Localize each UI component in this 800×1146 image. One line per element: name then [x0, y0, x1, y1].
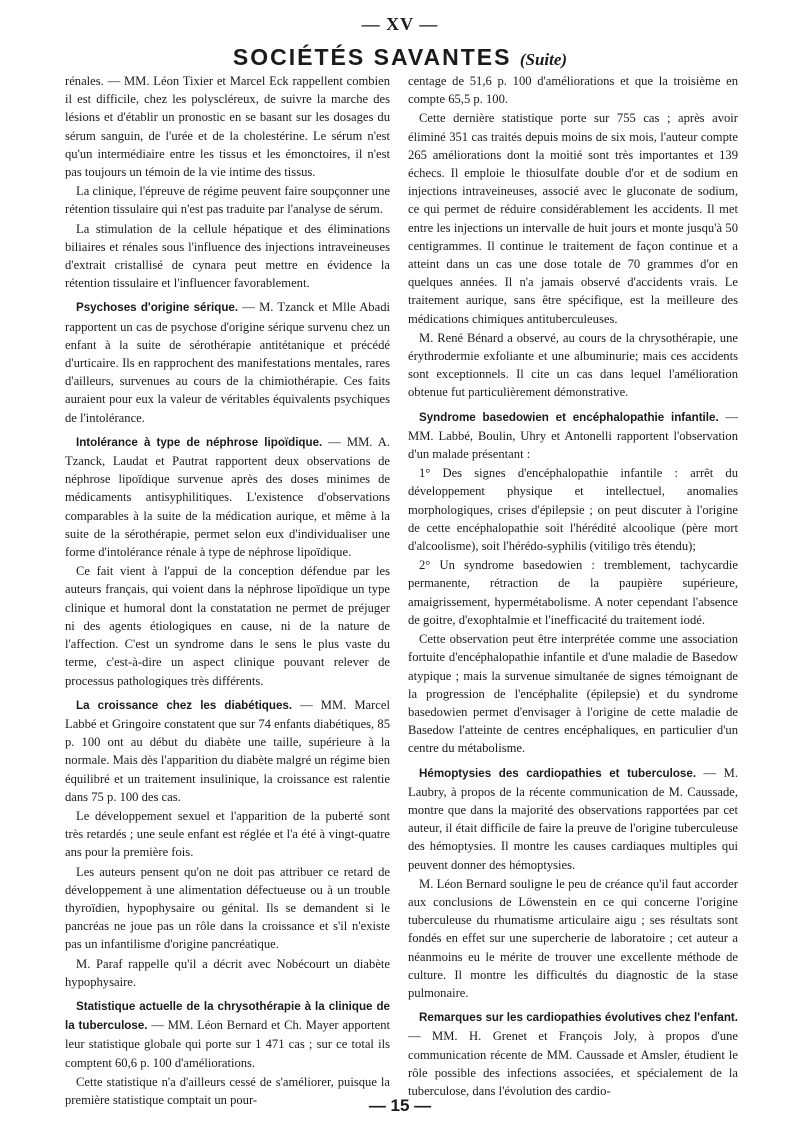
right-column [408, 72, 738, 1101]
section [65, 696, 390, 806]
section-heading: Syndrome basedowien et encéphalopathie infantile. [419, 410, 719, 424]
paragraph: La stimulation de la cellule hépatique et des éliminations biliaires et rénales sous l'influence des injections intraveineuses d'extrait cristallisé de cynara peut mettre en évidence la rétention tissulaire et l'influencer favorablement. [65, 221, 390, 291]
title-text: SOCIÉTÉS SAVANTES [232, 44, 512, 70]
paragraph: Le développement sexuel et l'apparition de la puberté sont très retardés ; une seule enfant est réglée et l'a été à vingt-quatre ans pour la première fois. [65, 808, 390, 860]
section-heading: La croissance chez les diabétiques. [76, 698, 293, 712]
roman-page-number: — XV — [361, 14, 439, 34]
page-number: — 15 — [368, 1096, 432, 1115]
paragraph: Cette statistique n'a d'ailleurs cessé de s'améliorer, puisque la première statistique comptait un pour- [65, 1074, 390, 1107]
section [65, 997, 390, 1072]
paragraph: M. Paraf rappelle qu'il a décrit avec Nobécourt un diabète hypophysaire. [65, 956, 390, 989]
paragraph: centage de 51,6 p. 100 d'améliorations et que la troisième en compte 65,5 p. 100. [408, 74, 738, 107]
section [65, 298, 390, 426]
section-heading: Statistique actuelle de la chrysothérapie à la clinique de la tuberculose. [65, 999, 390, 1033]
section-text: — MM. H. Grenet et François Joly, à propos d'une communication récente de MM. Caussade et Amsler, étudient le rôle possible des infections associées, et spécialement de la tuberculose, dans l'évolution des cardio- [408, 1029, 738, 1098]
section-text: — M. Laubry, à propos de la récente communication de M. Caussade, montre que dans la majorité des observations rapportées par cet auteur, il était difficile de faire la preuve de l'origine tuberculeuse des hémoptysies. Il montre les causes cardiaques multiples qui peuvent donner des hémoptysies. [408, 765, 738, 872]
paragraph: M. Léon Bernard souligne le peu de créance qu'il faut accorder aux conclusions de Löwenstein en ce qui concerne l'origine tuberculeuse du rhumatisme articulaire aigu ; ses résultats sont fondés en effet sur une supercherie de laboratoire ; cet auteur a néanmoins eu le mérite de trouver une excellente méthode de culture. Il montre les difficultés du diagnostic de la stase pulmonaire. [408, 876, 738, 1000]
section-text: — MM. Marcel Labbé et Gringoire constatent que sur 74 enfants diabétiques, 85 p. 100 ont au début du diabète une taille, supérieure à la normale. Mais dès l'apparition du diabète malgré un régime bien équilibré et un traitement insulinique, la croissance est ralentie dans 75 p. 100 des cas. [65, 697, 390, 804]
section-heading: Psychoses d'origine sérique. [76, 301, 239, 315]
section [65, 433, 390, 561]
paragraph: Les auteurs pensent qu'on ne doit pas attribuer ce retard de développement à une alimentation défectueuse ou à un trouble thyroïdien, hypophysaire ou génital. Ils se demandent si le pancréas ne joue pas un rôle dans la croissance et s'il n'existe pas un infantilisme d'origine pancréatique. [65, 864, 390, 952]
section [408, 1008, 738, 1100]
paragraph: rénales. — MM. Léon Tixier et Marcel Eck rappellent combien il est difficile, chez les polyscléreux, de suivre la marche des lésions et d'établir un pronostic en se basant sur les dosages du sérum sanguin, de l'urée et de la cholestérine. Le sérum n'est qu'un intermédiaire entre les tissus et les émonctoires, il n'est pas toujours un témoin de la vie intime des tissus. [65, 74, 390, 180]
page-title [0, 44, 800, 71]
paragraph: La clinique, l'épreuve de régime peuvent faire soupçonner une rétention tissulaire qui n'est pas traduite par l'analyse de sérum. [65, 184, 390, 217]
section [408, 764, 738, 874]
section-text: — M. Tzanck et Mlle Abadi rapportent un cas de psychose d'origine sérique survenu chez un enfant à la suite de sérothérapie antitétanique et précédé d'urticaire. Ils en rapprochent des manifestations mentales, rares d'ailleurs, survenues au cours de la chimiothérapie. Ces faits auraient pour eux la valeur de véritables équivalents psychiques de l'intolérance. [65, 300, 390, 425]
paragraph: M. René Bénard a observé, au cours de la chrysothérapie, une érythrodermie exfoliante et une albuminurie; mais ces accidents sont exceptionnels. Il cite un cas dans lequel l'amélioration obtenue fut particulièrement démonstrative. [408, 330, 738, 400]
paragraph: 2° Un syndrome basedowien : tremblement, tachycardie permanente, rétraction de la paupière supérieure, amaigrissement, hypermétabolisme. A noter cependant l'absence de goitre, d'exophtalmie et l'inefficacité du traitement iodé. [408, 558, 738, 627]
paragraph: Cette dernière statistique porte sur 755 cas ; après avoir éliminé 351 cas traités depuis moins de six mois, l'auteur compte 265 améliorations dont la moitié sont très importantes et 139 échecs. Il emploie le thiosulfate double d'or et de sodium en injections intraveineuses, associé avec le gluconate de sodium, ce qui permet de réduire considérablement les accidents. Il met entre les injections un intervalle de huit jours et monte jusqu'à 50 centigrammes. Il continue le traitement de façon continue et a atteint dans un cas une dose totale de 70 grammes d'or en quelques années. Il n'a jamais observé d'accidents vrais. Le traitement aurique, sans être spécifique, est la meilleure des médications chimiques antituberculeuses. [408, 111, 738, 326]
section [408, 408, 738, 464]
paragraph: Ce fait vient à l'appui de la conception défendue par les auteurs français, qui voient dans la néphrose lipoïdique un type clinique et humoral dont la constatation ne permet de préjuger ni des agents étiologiques en cause, ni de la nature de l'affection. C'est un syndrome dans le sens le plus vaste du terme, c'est-à-dire un aspect clinique pouvant relever de processus pathologiques très différents. [65, 564, 390, 688]
title-suite: (Suite) [519, 50, 568, 69]
section-text: — MM. Labbé, Boulin, Uhry et Antonelli rapportent l'observation d'un malade présentant : [408, 409, 738, 462]
section-heading: Hémoptysies des cardiopathies et tuberculose. [419, 766, 697, 780]
left-column [65, 72, 390, 1110]
paragraph: 1° Des signes d'encéphalopathie infantile : arrêt du développement physique et intellectuel, anomalies morphologiques, crises d'épilepsie ; on peut discuter à l'origine de cette encéphalopathie soit l'hérédité alcoolique (père mort d'alcoolisme), soit l'hérédo-syphilis (vitiligo très étendu); [408, 466, 738, 554]
section-text: — MM. A. Tzanck, Laudat et Pautrat rapportent deux observations de néphrose lipoïdique survenue après des doses minimes de médicaments antisyphilitiques. L'existence d'observations comparables à la suite de la médication aurique, et même à la suite de la sérothérapie, permet selon eux d'individualiser une forme d'intolérance rénale à type de néphrose lipoïdique. [65, 434, 390, 560]
section-heading: Remarques sur les cardiopathies évolutives chez l'enfant. [419, 1011, 738, 1025]
section-heading: Intolérance à type de néphrose lipoïdique. [76, 435, 323, 449]
paragraph: Cette observation peut être interprétée comme une association fortuite d'encéphalopathie infantile et d'une maladie de Basedow atypique ; mais la survenue simultanée de signes témoignant de la progression de l'encéphalite (épilepsie) et du syndrome basedowien permet d'envisager à l'origine de cette maladie de Basedow l'atteinte de centres encéphaliques, en particulier d'un centre du métabolisme. [408, 632, 738, 756]
section-text: — MM. Léon Bernard et Ch. Mayer apportent leur statistique globale qui porte sur 1 471 cas ; sur ce total ils comptent 60,6 p. 100 d'améliorations. [65, 1018, 390, 1070]
